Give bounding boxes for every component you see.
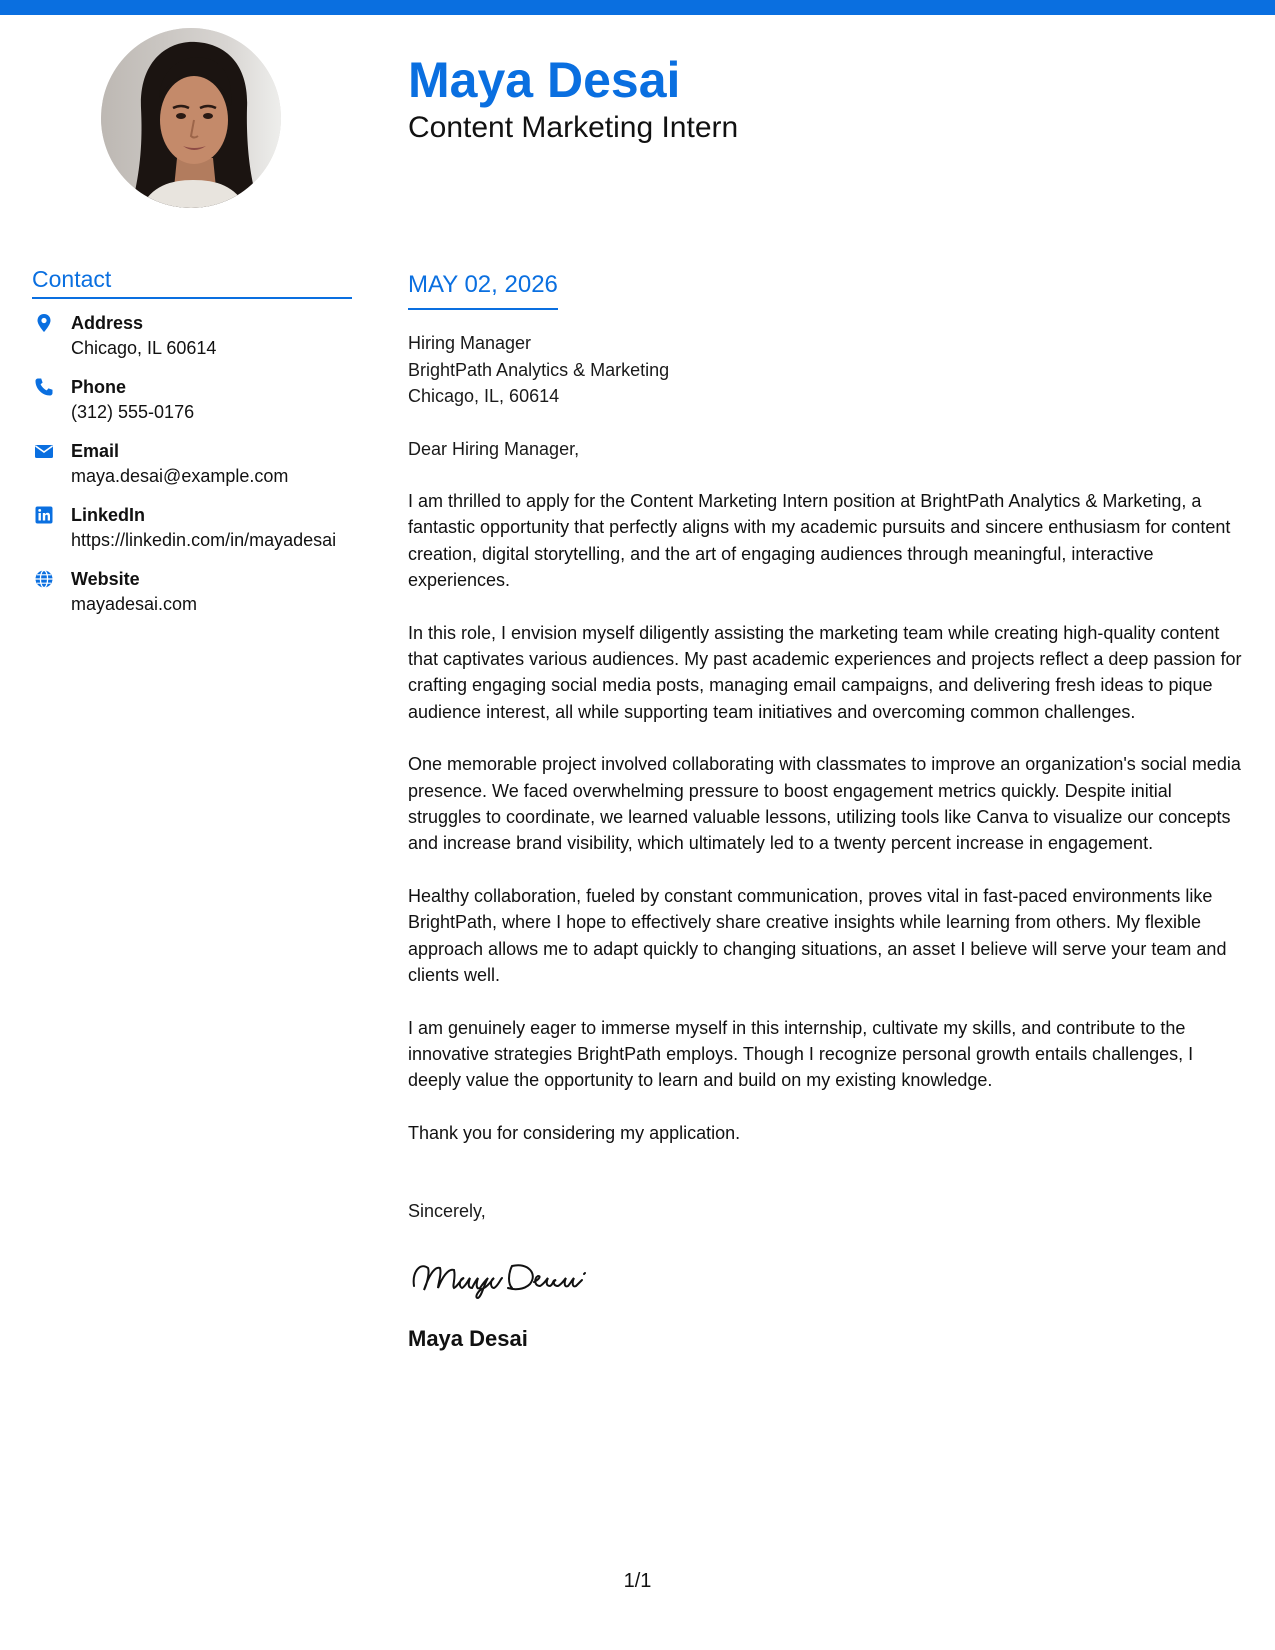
letter-paragraph: One memorable project involved collaborating with classmates to improve an organization's social media presence. We faced overwhelming pressure to boost engagement metrics quickly. Despite initial struggles to coordinate, we learned valuable lessons, utilizing tools like Canva to visualize our concepts and increase brand visibility, which ultimately led to a twenty percent increase in engagement. [408,754,1241,854]
envelope-icon [34,441,54,461]
contact-address [32,311,352,361]
website-value[interactable]: mayadesai.com [71,594,198,614]
recipient-company: BrightPath Analytics & Marketing [408,359,670,380]
contact-linkedin [32,503,352,553]
top-accent-bar [0,0,1275,15]
letter-body [408,268,1248,1354]
contact-email [32,439,352,489]
page-number: 1/1 [623,1570,652,1592]
recipient-location: Chicago, IL, 60614 [408,386,560,406]
letter-paragraph: I am genuinely eager to immerse myself in this internship, cultivate my skills, and contribute to the innovative strategies BrightPath employs. Though I recognize personal growth entails challenges, I deeply value the opportunity to learn and build on my existing knowledge. [408,1017,1194,1091]
contact-website [32,567,352,617]
letter-date: MAY 02, 2026 [408,268,558,310]
phone-value: (312) 555-0176 [71,402,195,422]
salutation: Dear Hiring Manager, [408,438,580,459]
handwritten-signature [408,1252,1248,1300]
linkedin-label: LinkedIn [71,505,146,525]
phone-label: Phone [71,377,127,397]
contact-phone [32,375,352,425]
contact-sidebar [32,264,352,631]
signed-name: Maya Desai [408,1326,528,1352]
linkedin-icon [34,505,54,525]
letter-paragraph: In this role, I envision myself diligently assisting the marketing team while creating high-quality content that captivates various audiences. My past academic experiences and projects reflect a deep passion for crafting engaging social media posts, managing email campaigns, and delivering fresh ideas to pique audience interest, all while supporting team initiatives and overcoming common challenges. [408,622,1242,722]
address-value: Chicago, IL 60614 [71,338,217,358]
address-label: Address [71,313,144,333]
avatar [101,28,281,208]
profile-photo [101,28,281,208]
letter-paragraph: I am thrilled to apply for the Content Marketing Intern position at BrightPath Analytics & Marketing, a fantastic opportunity that perfectly aligns with my academic pursuits and sincere enthusiasm for content creation, digital storytelling, and the art of engaging audiences through meaningful, interactive experiences. [408,491,1231,591]
email-value[interactable]: maya.desai@example.com [71,466,289,486]
letter-paragraph: Thank you for considering my application. [408,1122,741,1143]
closing: Sincerely, [408,1201,486,1222]
recipient-name: Hiring Manager [408,333,532,353]
job-title: Content Marketing Intern [408,111,739,144]
phone-icon [34,377,54,397]
globe-icon [34,569,54,589]
linkedin-value[interactable]: https://linkedin.com/in/mayadesai [71,530,337,550]
map-pin-icon [34,313,54,333]
email-label: Email [71,441,120,461]
website-label: Website [71,569,140,589]
candidate-name: Maya Desai [408,52,681,108]
letter-paragraph: Healthy collaboration, fueled by constant communication, proves vital in fast-paced environments like BrightPath, where I hope to effectively share creative insights while learning from others. My flexible approach allows me to adapt quickly to changing situations, an asset I believe will serve your team and clients well. [408,885,1227,986]
recipient-block [408,330,1248,410]
contact-heading: Contact [32,264,352,299]
